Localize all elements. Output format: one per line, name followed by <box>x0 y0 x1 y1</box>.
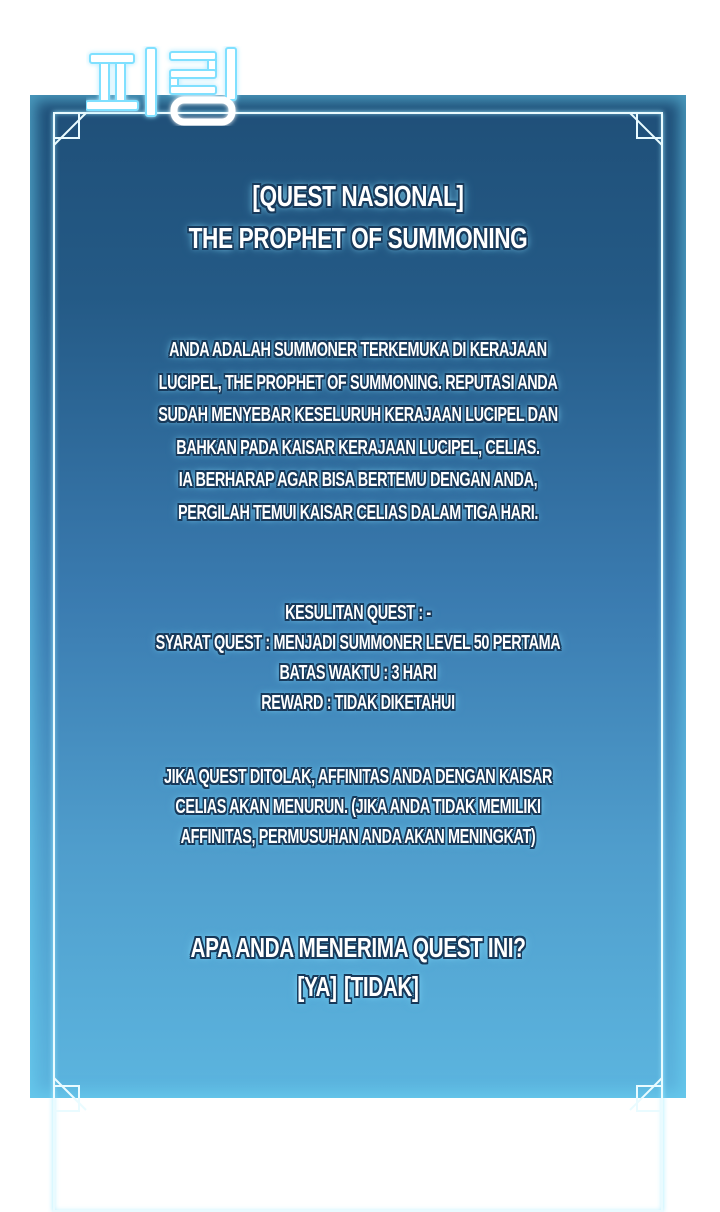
quest-title <box>120 176 596 260</box>
system-logo-icon <box>86 46 261 126</box>
accept-prompt: APA ANDA MENERIMA QUEST INI? <box>190 932 526 963</box>
quest-warning <box>138 762 577 852</box>
quest-requirement: SYARAT QUEST : MENJADI SUMMONER LEVEL 50 PERTAMA <box>155 632 561 654</box>
corner-ornament-bottom-left-icon <box>53 1060 113 1120</box>
description-line: SUDAH MENYEBAR KESELURUH KERAJAAN LUCIPEL DAN <box>158 404 558 426</box>
description-line: PERGILAH TEMUI KAISAR CELIAS DALAM TIGA HARI. <box>177 501 539 524</box>
description-line: LUCIPEL, THE PROPHET OF SUMMONING. REPUTASI ANDA <box>158 371 558 394</box>
description-line: IA BERHARAP AGAR BISA BERTEMU DENGAN ANDA, <box>178 469 538 491</box>
description-line: ANDA ADALAH SUMMONER TERKEMUKA DI KERAJAAN <box>169 339 547 361</box>
quest-time-limit: BATAS WAKTU : 3 HARI <box>279 662 437 684</box>
corner-ornament-bottom-right-icon <box>603 1060 663 1120</box>
quest-details <box>138 598 577 718</box>
description-line: BAHKAN PADA KAISAR KERAJAAN LUCIPEL, CELIAS. <box>176 436 540 459</box>
warning-line: CELIAS AKAN MENURUN. (JIKA ANDA TIDAK MEMILIKI <box>175 796 541 818</box>
quest-reward: REWARD : TIDAK DIKETAHUI <box>261 692 455 714</box>
quest-prompt-section <box>132 928 583 1006</box>
warning-line: JIKA QUEST DITOLAK, AFFINITAS ANDA DENGAN KAISAR <box>163 766 553 788</box>
quest-name: THE PROPHET OF SUMMONING <box>188 223 528 255</box>
accept-button[interactable]: [YA] <box>297 971 337 1002</box>
quest-description <box>138 334 577 529</box>
quest-difficulty: KESULITAN QUEST : - <box>285 602 431 624</box>
quest-type-label: [QUEST NASIONAL] <box>252 181 464 213</box>
corner-ornament-top-right-icon <box>603 112 663 172</box>
choice-buttons <box>132 967 583 1006</box>
decline-button[interactable]: [TIDAK] <box>344 971 419 1002</box>
warning-line: AFFINITAS, PERMUSUHAN ANDA AKAN MENINGKAT) <box>180 826 536 848</box>
